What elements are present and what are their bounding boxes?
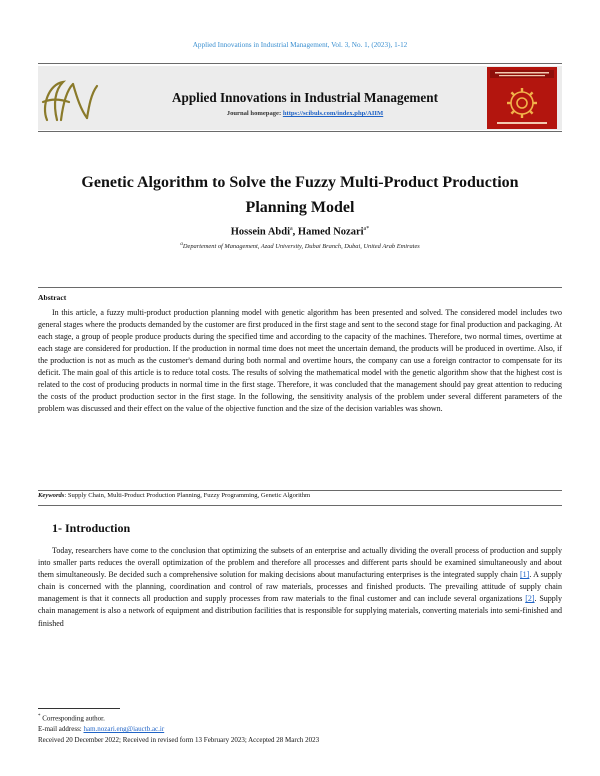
author-1-affil-mark: a xyxy=(290,226,293,232)
homepage-label: Journal homepage: xyxy=(226,110,282,117)
section-heading-introduction: 1- Introduction xyxy=(52,521,131,535)
journal-logo-icon xyxy=(33,76,103,128)
intro-part-2: . A supply chain is concerned with the planning, coordination and control of raw materials, processes and finished products. The prevailing attitude of supply chain management is that it connects all production and supply processes from raw materials to the final customer and can include several organizations xyxy=(38,570,562,604)
journal-logo xyxy=(33,76,103,128)
affiliation xyxy=(0,241,600,250)
homepage-link[interactable]: https://scibuls.com/index.php/AIIM xyxy=(282,110,384,117)
affiliation-mark: a xyxy=(180,241,183,247)
keywords-rule-bottom xyxy=(38,505,562,506)
author-1: Hossein Abdi xyxy=(230,226,290,238)
author-separator: , xyxy=(292,226,298,238)
abstract-text: In this article, a fuzzy multi-product production planning model with genetic algorithm has been presented and solved. The considered model includes two general stages where the products demanded by the customer are first produced in the first stage and sent to the second stage for final production and packaging. At each stage, a group of people produce products during the specified time and according to the capacity of the machines. Therefore, two normal times, overtime at each stage are considered for production. If the production in normal time does not meet the uncertain demand, the products will be produced in overtime. Also, if the production is not as much as the customer's demand during both normal and overtime hours, the company can use a foreign contractor to compensate for its deficit. The main goal of this article is to reduce total costs. The results of solving the mathematical model with the genetic algorithm show that the highest cost is related to the cost of producing products in normal time in the first stage. Therefore, it was concluded that the management should pay great attention to reducing the costs of the product production sector in the first stage. In the following, the sensitivity analysis of the problem under several different parameters of the problem was discussed and their effect on the value of the objective function and the size of the decision variables was shown. xyxy=(38,308,562,413)
footnote-rule xyxy=(38,708,120,709)
author-line xyxy=(0,226,600,238)
author-2-affil-mark: a* xyxy=(363,226,370,232)
journal-name: Applied Innovations in Industrial Management xyxy=(171,90,438,105)
journal-homepage xyxy=(100,110,510,117)
email-link[interactable]: ham.nozari.eng@iauctb.ac.ir xyxy=(83,725,165,734)
article-title: Genetic Algorithm to Solve the Fuzzy Multi-Product Production Planning Model xyxy=(81,174,519,216)
header-rule-bottom xyxy=(38,131,562,132)
header-rule-top xyxy=(38,63,562,64)
abstract-rule-top xyxy=(38,287,562,288)
corresponding-author-text: Corresponding author. xyxy=(42,714,105,723)
keywords-rule-top xyxy=(38,490,562,491)
keywords-text: : Supply Chain, Multi-Product Production Planning, Fuzzy Programming, Genetic Algorithm xyxy=(64,492,311,499)
footnote-mark: * xyxy=(38,714,41,719)
email-label: E-mail address: xyxy=(38,725,84,734)
citation-link-1[interactable]: [1] xyxy=(520,570,530,580)
affiliation-text: Departement of Management, Azad University, Dubai Branch, Dubai, United Arab Emirates xyxy=(182,243,420,251)
corresponding-author-note xyxy=(38,711,562,724)
intro-part-1: Today, researchers have come to the conclusion that optimizing the subsets of an enterprise and actually dividing the overall process of production and supply into smaller parts reduces the overall optimization of the problem and therefore all processes and different parts should be examined simultaneously and about them simultaneously. Be decided such a comprehensive solution for making decisions about manufacturing enterprises is the integrated supply chain xyxy=(38,546,562,580)
introduction-text xyxy=(38,545,562,630)
author-2: Hamed Nozari xyxy=(297,226,364,238)
keywords-label: Keywords xyxy=(38,492,65,499)
journal-cover-icon xyxy=(487,67,557,129)
citation-link-2[interactable]: [2] xyxy=(525,594,535,604)
journal-cover xyxy=(487,67,557,129)
received-dates: Received 20 December 2022; Received in revised form 13 February 2023; Accepted 28 March 2023 xyxy=(38,736,320,745)
footnotes xyxy=(38,711,562,746)
keywords-line xyxy=(38,492,562,499)
email-line xyxy=(38,724,562,735)
abstract-heading: Abstract xyxy=(38,293,67,302)
intro-part-3: . Supply chain management is also a network of equipment and distribution facilities that is responsible for supplying materials, converting materials into semi-finished and finished xyxy=(38,594,563,628)
running-header: Applied Innovations in Industrial Management, Vol. 3, No. 1, (2023), 1-12 xyxy=(192,41,408,49)
